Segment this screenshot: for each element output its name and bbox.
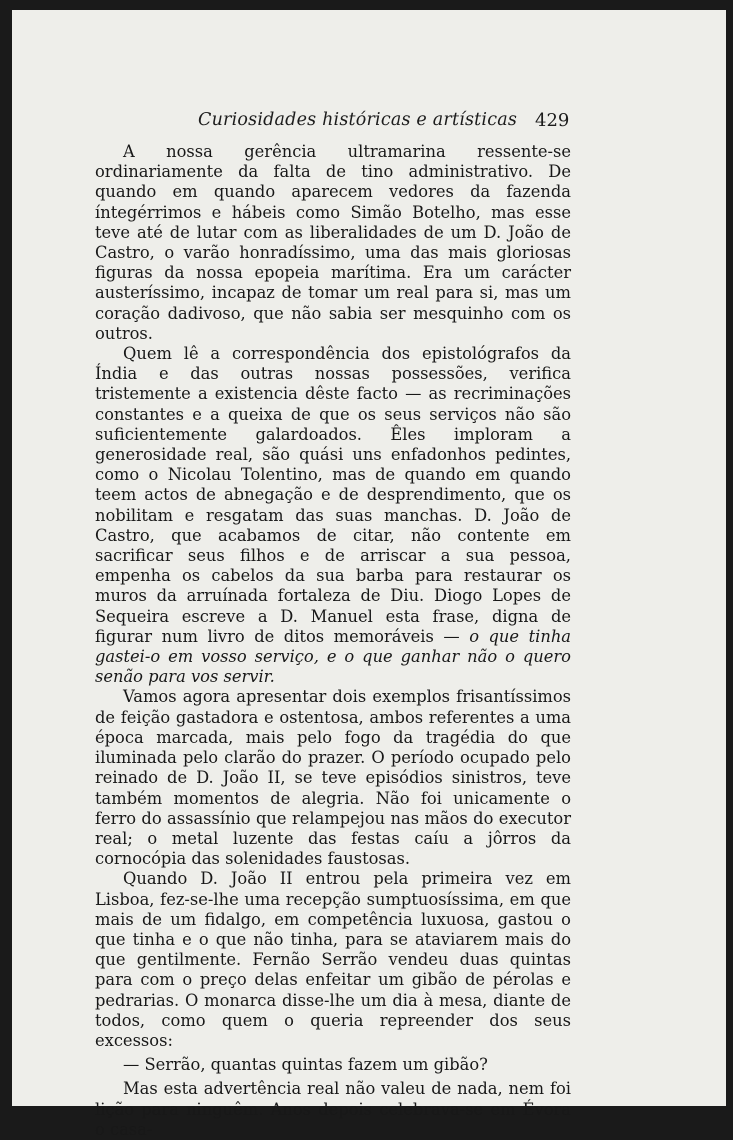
page-number: 429 — [535, 110, 570, 131]
page-header — [12, 106, 726, 136]
paragraph-2 — [95, 344, 571, 687]
page — [12, 10, 726, 1139]
paragraph-5-dialogue: — Serrão, quantas quintas fazem um gibão? — [123, 1055, 488, 1075]
paragraph-2-text: Quem lê a correspondência dos epistológrafos da Índia e das outras nossas possessões, verifica tristemente a existencia dêste facto — as recriminações constantes e a queixa de que os seus serviços não são suficientemente galardoados. Êles imploram a generosidade real, são quási uns enfadonhos pedintes, como o Nicolau Tolentino, mas de quando em quando teem actos de abnegação e de desprendimento, que os nobilitam e resgatam das suas manchas. D. João de Castro, que acabamos de citar, não contente em sacrificar seus filhos e de arriscar a sua pessoa, empenha os cabelos da sua barba para restaurar os muros da arruínada fortaleza de Diu. Diogo Lopes de Sequeira escreve a D. Manuel esta frase, digna de figurar num livro de ditos memoráveis — — [95, 344, 571, 646]
paragraph-3: Vamos agora apresentar dois exemplos frisantíssimos de feição gastadora e ostentosa, ambos referentes a uma época marcada, mais pelo fogo da tragédia do que iluminada pelo clarão do prazer. O período ocupado pelo reinado de D. João II, se teve episódios sinistros, teve também momentos de alegria. Não foi unicamente o ferro do assassínio que relampejou nas mãos do executor real; o metal luzente das festas caíu a jôrros da cornocópia das solenidades faustosas. — [95, 687, 571, 869]
paragraph-6: Mas esta advertência real não valeu de nada, nem foi lição para ninguêm. Anos depois celebrava-se em Évora o casa- — [95, 1079, 571, 1139]
paragraph-1: A nossa gerência ultramarina ressente-se ordinariamente da falta de tino administrativo. De quando em quando aparecem vedores da fazenda íntegérrimos e hábeis como Simão Botelho, mas esse teve até de lutar com as liberalidades de um D. João de Castro, o varão honradíssimo, uma das mais gloriosas figuras da nossa epopeia marítima. Era um carácter austeríssimo, incapaz de tomar um real para si, mas um coração dadivoso, que não sabia ser mesquinho com os outros. — [95, 142, 571, 343]
paragraph-4: Quando D. João II entrou pela primeira vez em Lisboa, fez-se-lhe uma recepção sumptuosíssima, em que mais de um fidalgo, em competência luxuosa, gastou o que tinha e o que não tinha, para se ataviarem mais do que gentilmente. Fernão Serrão vendeu duas quintas para com o preço delas enfeitar um gibão de pérolas e pedrarias. O monarca disse-lhe um dia à mesa, diante de todos, como quem o queria repreender dos seus excessos: — [95, 869, 571, 1050]
body-text — [95, 142, 571, 1140]
paragraph-2-quote: o que tinha gastei-o em vosso serviço, e o que ganhar não o quero senão para vos servir. — [95, 626, 572, 687]
running-title: Curiosidades históricas e artísticas — [198, 110, 518, 130]
